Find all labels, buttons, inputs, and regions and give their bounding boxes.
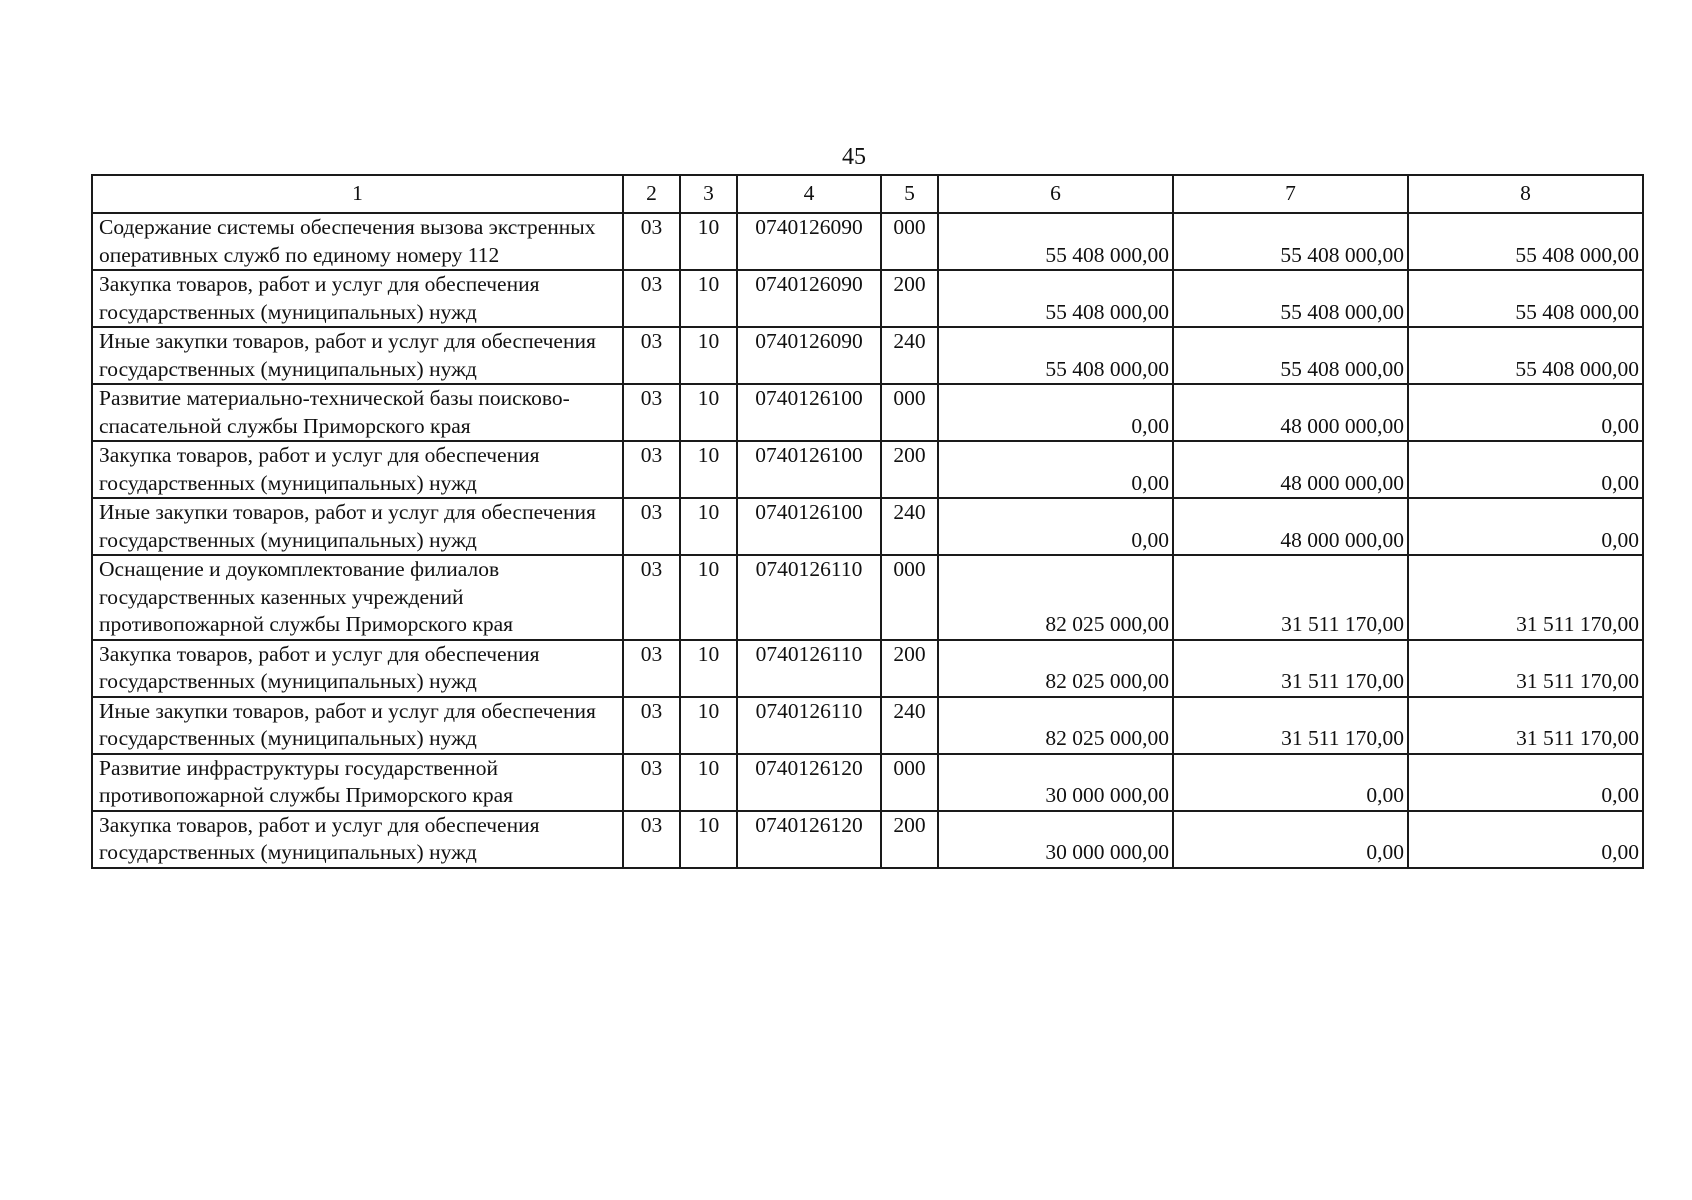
amount-column-8-cell: 0,00 bbox=[1408, 441, 1643, 498]
target-code-cell: 0740126090 bbox=[737, 270, 881, 327]
row-name-cell: Закупка товаров, работ и услуг для обеспечения государственных (муниципальных) нужд bbox=[92, 640, 623, 697]
target-code-cell: 0740126090 bbox=[737, 213, 881, 270]
amount-column-8-cell: 55 408 000,00 bbox=[1408, 270, 1643, 327]
amount-column-7-cell: 0,00 bbox=[1173, 811, 1408, 868]
row-name-cell: Закупка товаров, работ и услуг для обеспечения государственных (муниципальных) нужд bbox=[92, 441, 623, 498]
row-name-cell: Развитие инфраструктуры государственной противопожарной службы Приморского края bbox=[92, 754, 623, 811]
expense-type-cell: 240 bbox=[881, 498, 938, 555]
amount-column-7-cell: 55 408 000,00 bbox=[1173, 327, 1408, 384]
target-code-cell: 0740126120 bbox=[737, 754, 881, 811]
section-code-cell: 03 bbox=[623, 327, 680, 384]
amount-column-6-cell: 30 000 000,00 bbox=[938, 811, 1173, 868]
amount-column-6-cell: 0,00 bbox=[938, 384, 1173, 441]
amount-column-6-cell: 55 408 000,00 bbox=[938, 270, 1173, 327]
expense-type-cell: 000 bbox=[881, 754, 938, 811]
section-code-cell: 03 bbox=[623, 811, 680, 868]
amount-column-6-cell: 82 025 000,00 bbox=[938, 640, 1173, 697]
expense-type-cell: 000 bbox=[881, 213, 938, 270]
expense-type-cell: 000 bbox=[881, 555, 938, 640]
section-code-cell: 03 bbox=[623, 498, 680, 555]
amount-column-8-cell: 55 408 000,00 bbox=[1408, 327, 1643, 384]
subsection-code-cell: 10 bbox=[680, 384, 737, 441]
table-body bbox=[92, 213, 1643, 868]
expense-type-cell: 000 bbox=[881, 384, 938, 441]
section-code-cell: 03 bbox=[623, 441, 680, 498]
row-name-cell: Содержание системы обеспечения вызова экстренных оперативных служб по единому номеру 112 bbox=[92, 213, 623, 270]
amount-column-6-cell: 55 408 000,00 bbox=[938, 327, 1173, 384]
amount-column-7-cell: 48 000 000,00 bbox=[1173, 384, 1408, 441]
section-code-cell: 03 bbox=[623, 270, 680, 327]
amount-column-8-cell: 0,00 bbox=[1408, 498, 1643, 555]
target-code-cell: 0740126110 bbox=[737, 697, 881, 754]
table-row bbox=[92, 555, 1643, 640]
target-code-cell: 0740126110 bbox=[737, 640, 881, 697]
section-code-cell: 03 bbox=[623, 555, 680, 640]
amount-column-6-cell: 0,00 bbox=[938, 498, 1173, 555]
column-header: 3 bbox=[680, 175, 737, 213]
amount-column-7-cell: 55 408 000,00 bbox=[1173, 270, 1408, 327]
target-code-cell: 0740126120 bbox=[737, 811, 881, 868]
target-code-cell: 0740126100 bbox=[737, 441, 881, 498]
amount-column-6-cell: 0,00 bbox=[938, 441, 1173, 498]
subsection-code-cell: 10 bbox=[680, 498, 737, 555]
section-code-cell: 03 bbox=[623, 213, 680, 270]
amount-column-6-cell: 30 000 000,00 bbox=[938, 754, 1173, 811]
row-name-cell: Иные закупки товаров, работ и услуг для обеспечения государственных (муниципальных) нужд bbox=[92, 498, 623, 555]
target-code-cell: 0740126100 bbox=[737, 384, 881, 441]
subsection-code-cell: 10 bbox=[680, 811, 737, 868]
expense-type-cell: 200 bbox=[881, 640, 938, 697]
target-code-cell: 0740126100 bbox=[737, 498, 881, 555]
expense-type-cell: 240 bbox=[881, 697, 938, 754]
column-header: 6 bbox=[938, 175, 1173, 213]
subsection-code-cell: 10 bbox=[680, 754, 737, 811]
amount-column-7-cell: 31 511 170,00 bbox=[1173, 555, 1408, 640]
row-name-cell: Закупка товаров, работ и услуг для обеспечения государственных (муниципальных) нужд bbox=[92, 811, 623, 868]
amount-column-6-cell: 82 025 000,00 bbox=[938, 697, 1173, 754]
table-row bbox=[92, 327, 1643, 384]
expense-type-cell: 240 bbox=[881, 327, 938, 384]
section-code-cell: 03 bbox=[623, 754, 680, 811]
amount-column-7-cell: 55 408 000,00 bbox=[1173, 213, 1408, 270]
table-row bbox=[92, 498, 1643, 555]
table-row bbox=[92, 213, 1643, 270]
table-row bbox=[92, 270, 1643, 327]
amount-column-8-cell: 0,00 bbox=[1408, 754, 1643, 811]
column-header: 2 bbox=[623, 175, 680, 213]
row-name-cell: Иные закупки товаров, работ и услуг для обеспечения государственных (муниципальных) нужд bbox=[92, 697, 623, 754]
column-header: 8 bbox=[1408, 175, 1643, 213]
target-code-cell: 0740126090 bbox=[737, 327, 881, 384]
section-code-cell: 03 bbox=[623, 697, 680, 754]
table-row bbox=[92, 811, 1643, 868]
amount-column-7-cell: 31 511 170,00 bbox=[1173, 640, 1408, 697]
amount-column-8-cell: 0,00 bbox=[1408, 384, 1643, 441]
subsection-code-cell: 10 bbox=[680, 555, 737, 640]
table-row bbox=[92, 697, 1643, 754]
row-name-cell: Закупка товаров, работ и услуг для обеспечения государственных (муниципальных) нужд bbox=[92, 270, 623, 327]
row-name-cell: Иные закупки товаров, работ и услуг для обеспечения государственных (муниципальных) нужд bbox=[92, 327, 623, 384]
budget-table bbox=[91, 174, 1644, 869]
table-header-row bbox=[92, 175, 1643, 213]
expense-type-cell: 200 bbox=[881, 270, 938, 327]
amount-column-8-cell: 31 511 170,00 bbox=[1408, 697, 1643, 754]
expense-type-cell: 200 bbox=[881, 811, 938, 868]
row-name-cell: Оснащение и доукомплектование филиалов государственных казенных учреждений противопожарной службы Приморского края bbox=[92, 555, 623, 640]
amount-column-7-cell: 48 000 000,00 bbox=[1173, 498, 1408, 555]
amount-column-8-cell: 31 511 170,00 bbox=[1408, 555, 1643, 640]
table-row bbox=[92, 640, 1643, 697]
table-row bbox=[92, 441, 1643, 498]
amount-column-6-cell: 55 408 000,00 bbox=[938, 213, 1173, 270]
subsection-code-cell: 10 bbox=[680, 640, 737, 697]
amount-column-8-cell: 55 408 000,00 bbox=[1408, 213, 1643, 270]
amount-column-8-cell: 31 511 170,00 bbox=[1408, 640, 1643, 697]
section-code-cell: 03 bbox=[623, 640, 680, 697]
subsection-code-cell: 10 bbox=[680, 270, 737, 327]
row-name-cell: Развитие материально-технической базы поисково-спасательной службы Приморского края bbox=[92, 384, 623, 441]
amount-column-7-cell: 31 511 170,00 bbox=[1173, 697, 1408, 754]
amount-column-8-cell: 0,00 bbox=[1408, 811, 1643, 868]
column-header: 4 bbox=[737, 175, 881, 213]
amount-column-7-cell: 48 000 000,00 bbox=[1173, 441, 1408, 498]
section-code-cell: 03 bbox=[623, 384, 680, 441]
subsection-code-cell: 10 bbox=[680, 327, 737, 384]
table-row bbox=[92, 384, 1643, 441]
subsection-code-cell: 10 bbox=[680, 213, 737, 270]
target-code-cell: 0740126110 bbox=[737, 555, 881, 640]
table-row bbox=[92, 754, 1643, 811]
page-number: 45 bbox=[842, 144, 866, 170]
amount-column-6-cell: 82 025 000,00 bbox=[938, 555, 1173, 640]
column-header: 1 bbox=[92, 175, 623, 213]
expense-type-cell: 200 bbox=[881, 441, 938, 498]
column-header: 7 bbox=[1173, 175, 1408, 213]
subsection-code-cell: 10 bbox=[680, 697, 737, 754]
amount-column-7-cell: 0,00 bbox=[1173, 754, 1408, 811]
subsection-code-cell: 10 bbox=[680, 441, 737, 498]
column-header: 5 bbox=[881, 175, 938, 213]
